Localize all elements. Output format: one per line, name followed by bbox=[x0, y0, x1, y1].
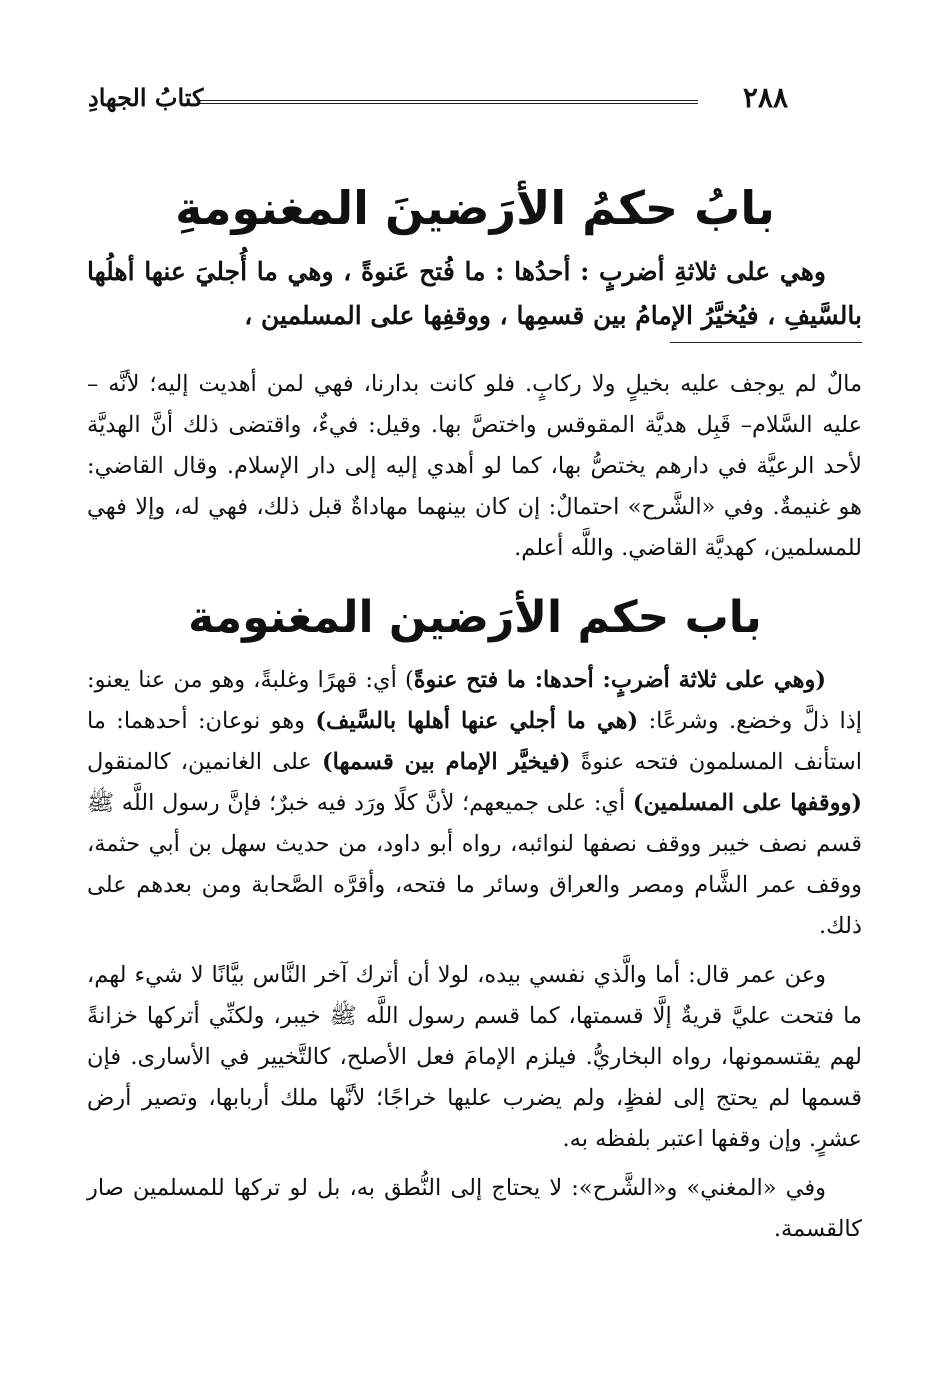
sharh-segment: وهو نوعان: أحدهما: ما استأنف المسلمون فتحه عنوةً bbox=[87, 708, 862, 775]
book-title: كتابُ الجهادِ bbox=[88, 83, 204, 112]
footnote-block bbox=[87, 364, 862, 569]
footnote-separator bbox=[670, 342, 862, 343]
sharh-paragraph-1 bbox=[87, 660, 862, 947]
sharh-chapter-heading: باب حكم الأرَضين المغنومة bbox=[188, 592, 762, 643]
sharh-segment: ) أي: قهرًا وغلبةً، وهو من عنا يعنو: إذا ذلَّ وخضع. وشرعًا: bbox=[87, 667, 863, 734]
sharh-segment: (فيخيَّر الإمام بين قسمها) bbox=[322, 749, 571, 775]
sharh-segment: على الغانمين، كالمنقول bbox=[87, 749, 323, 775]
sharh-segment: (هي ما أجلي عنها أهلها بالسَّيف) bbox=[315, 708, 639, 734]
sharh-segment: أي: على جميعهم؛ لأنَّ كلًا ورَد فيه خبرٌ؛ فإنَّ رسول اللَّه ﷺ قسم نصف خيبر ووقف نصفها لنوائبه، رواه أبو داود، من حديث سهل بن أبي حثمة، ووقف عمر الشَّام ومصر والعراق وسائر ما فتحه، وأقرَّه الصَّحابة ومن بعدهم على ذلك. bbox=[87, 790, 862, 939]
matn-text: وهي على ثلاثةِ أضربٍ : أحدُها : ما فُتح عَنوةً ، وهي ما أُجليَ عنها أهلُها بالسَّيفِ ، فيُخيَّرُ الإمامُ بين قسمِها ، ووقفِها على المسلمين ، bbox=[87, 257, 862, 330]
footnote-paragraph: مالٌ لم يوجف عليه بخيلٍ ولا ركابٍ. فلو كانت بدارنا، فهي لمن أهديت إليه؛ لأنَّه – عليه السَّلام– قَبِل هديَّة المقوقس واختصَّ بها. وقيل: فيءٌ، واقتضى ذلك أنَّ الهديَّة لأحد الرعيَّة في دارهم يختصُّ بها، كما لو أهدي إليه إلى دار الإسلام. وقال القاضي: هو غنيمةٌ. وفي «الشَّرح» احتمالٌ: إن كان بينهما مهاداةٌ قبل ذلك، فهي له، وإلا فهي للمسلمين، كهديَّة القاضي. واللَّه أعلم. bbox=[87, 371, 862, 561]
sharh-segment: ( bbox=[815, 667, 826, 693]
running-header bbox=[88, 78, 788, 118]
sharh-paragraph-2: وعن عمر قال: أما والَّذي نفسي بيده، لولا أن أترك آخر النَّاس بيَّانًا لا شيء لهم، ما فتحت عليَّ قريةٌ إلَّا قسمتها، كما قسم رسول اللَّه ﷺ خيبر، ولكنِّي أتركها خزانةً لهم يقتسمونها، رواه البخاريُّ. فيلزم الإمامَ فعل الأصلح، كالتَّخيير في الأسارى. فإن قسمها لم يحتج إلى لفظٍ، ولم يضرب عليها خراجًا؛ لأنَّها ملك أربابها، وتصير أرض عشرٍ. وإن وقفها اعتبر بلفظه به. bbox=[87, 962, 862, 1152]
sharh-paragraph-3: وفي «المغني» و«الشَّرح»: لا يحتاج إلى النُّطق به، بل لو تركها للمسلمين صار كالقسمة. bbox=[87, 1175, 862, 1242]
page-number: ٢٨٨ bbox=[742, 81, 788, 114]
matn-chapter-heading: بابُ حكمُ الأرَضينَ المغنومةِ bbox=[175, 181, 775, 235]
sharh-block bbox=[87, 660, 862, 1258]
header-rule bbox=[198, 100, 698, 104]
sharh-segment: (ووقفها على المسلمين) bbox=[632, 790, 862, 816]
sharh-segment: وهي على ثلاثة أضربٍ: أحدها: ما فتح عنوةً bbox=[413, 667, 816, 693]
